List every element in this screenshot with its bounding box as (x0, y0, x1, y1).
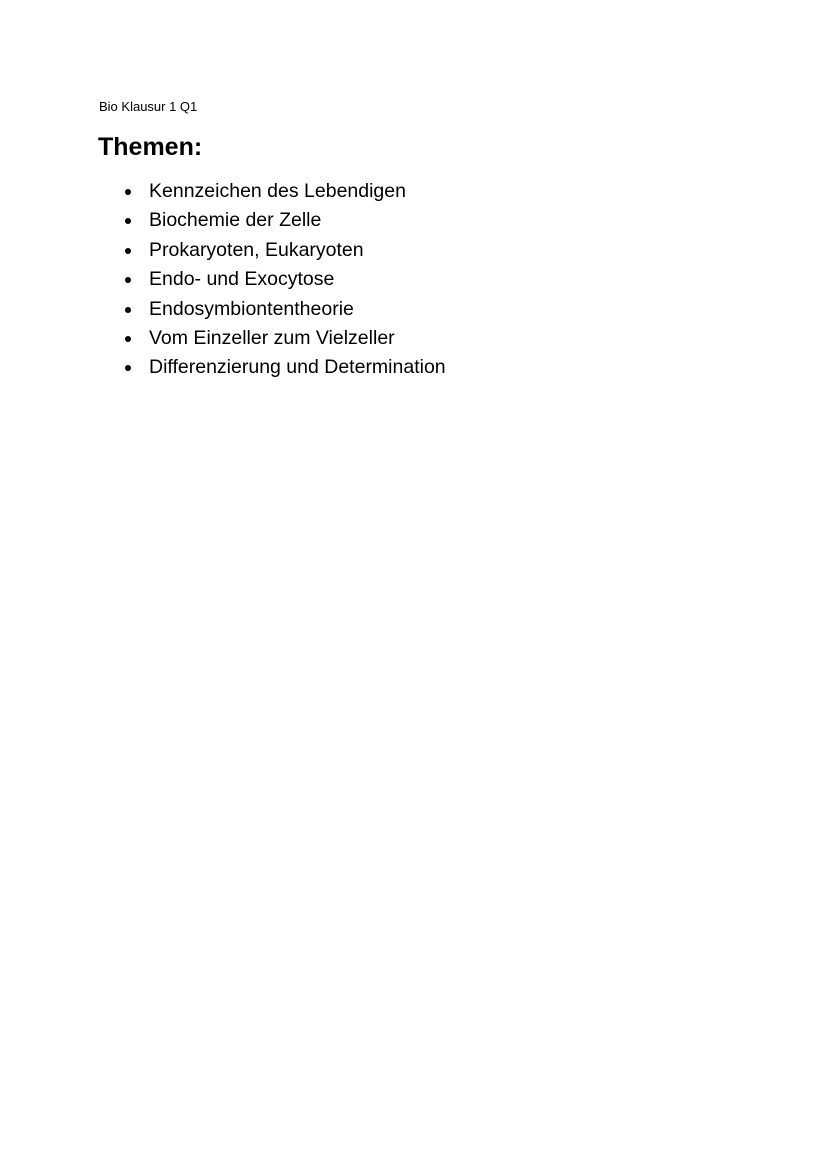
topic-label: Differenzierung und Determination (149, 356, 446, 379)
bullet-icon (125, 307, 131, 313)
bullet-icon (125, 189, 131, 195)
topic-label: Prokaryoten, Eukaryoten (149, 238, 364, 261)
bullet-icon (125, 365, 131, 371)
topic-label: Endo- und Exocytose (149, 268, 335, 291)
topic-label: Vom Einzeller zum Vielzeller (149, 326, 395, 349)
bullet-icon (125, 248, 131, 254)
document-header: Bio Klausur 1 Q1 (99, 99, 198, 114)
page-title: Themen: (98, 133, 203, 161)
topic-label: Kennzeichen des Lebendigen (149, 180, 406, 202)
bullet-icon (125, 336, 131, 342)
bullet-icon (125, 218, 131, 224)
bullet-icon (125, 277, 131, 283)
topic-label: Endosymbiontentheorie (149, 297, 354, 320)
topic-label: Biochemie der Zelle (149, 209, 322, 232)
